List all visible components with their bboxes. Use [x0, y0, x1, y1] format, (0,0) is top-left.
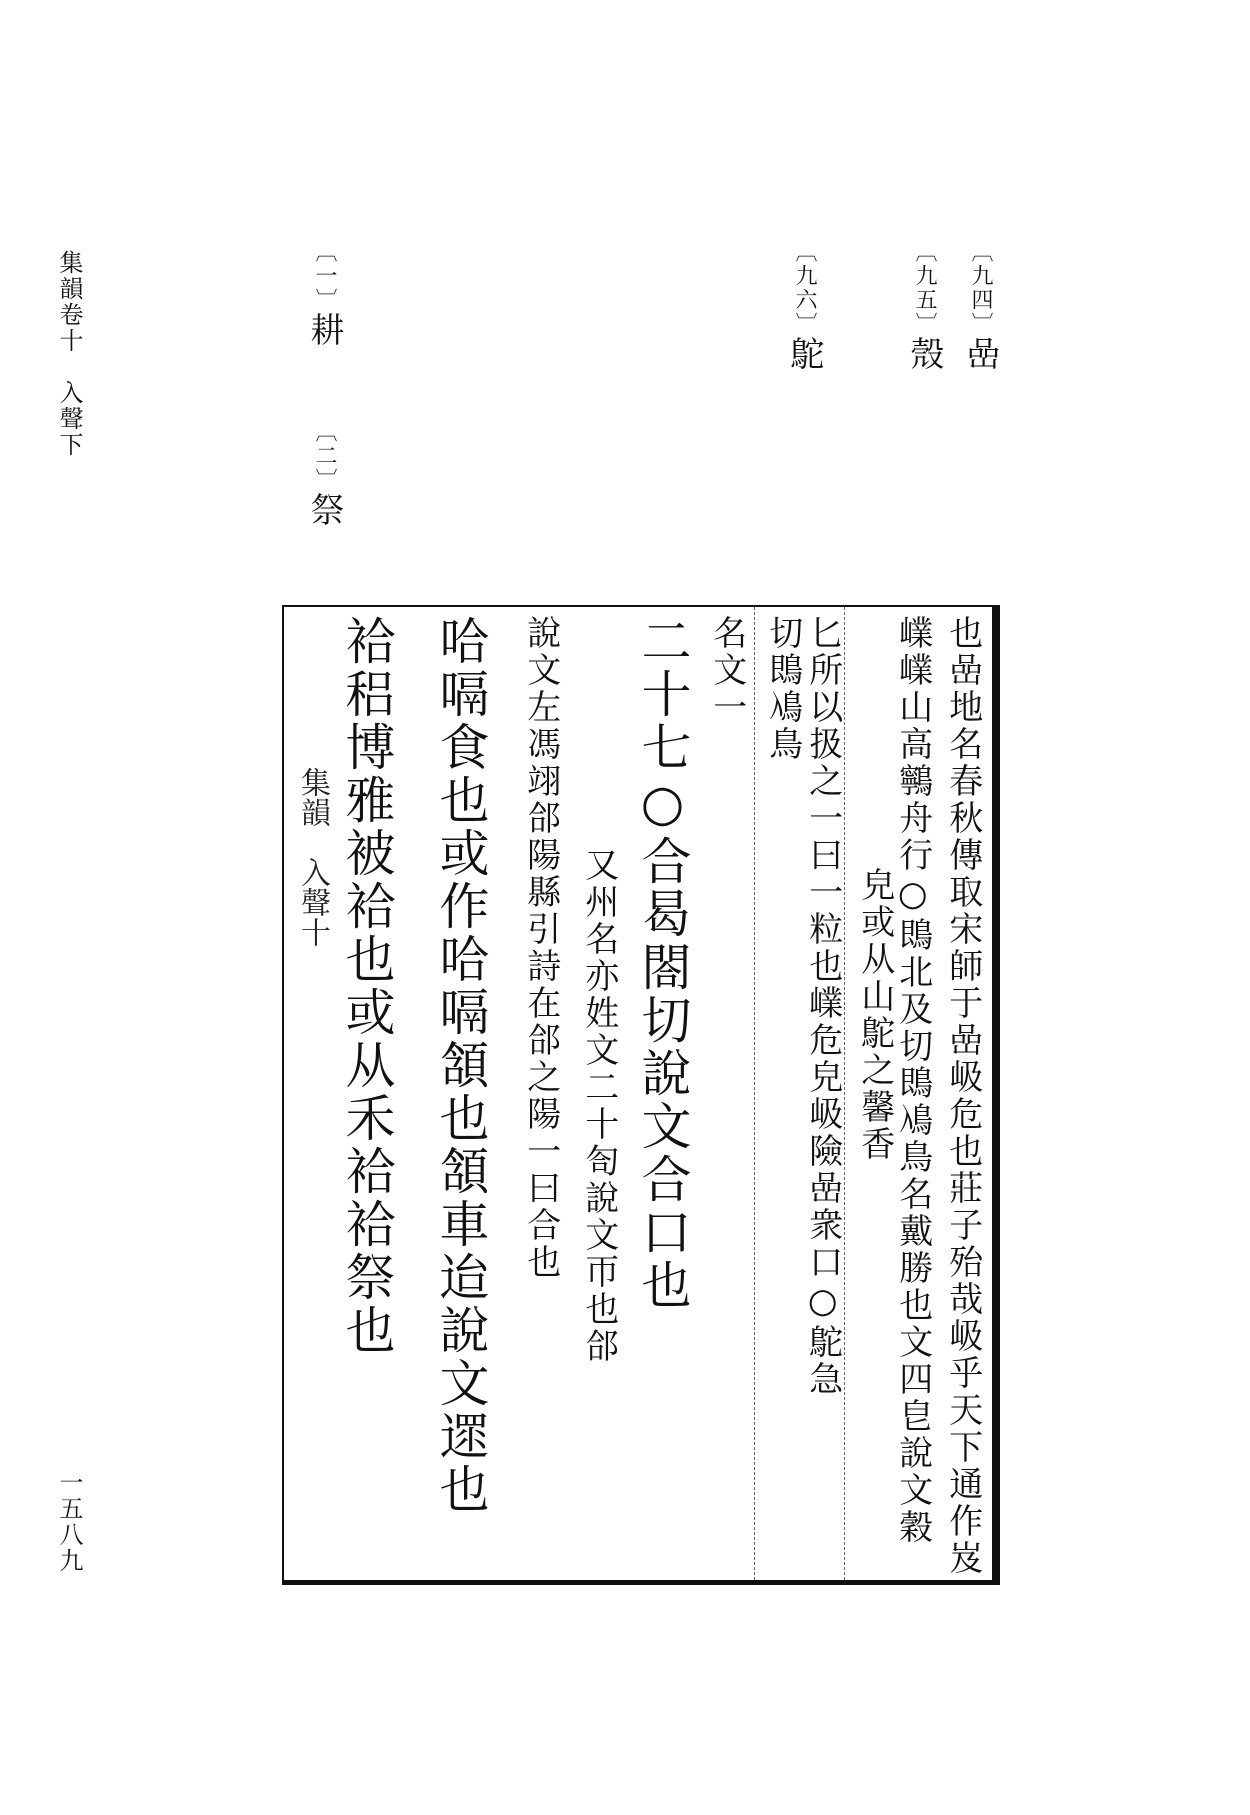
collation-note: 〔九五〕殼 [904, 240, 944, 372]
collation-note: 〔二〕祭 [304, 420, 344, 528]
text-column: 嶫嶫山高鸋舟行○鵖北及切鵖鳰鳥名戴勝也文四皀說文穀 [892, 615, 933, 1546]
text-column: 袷稆博雅被袷也或从禾袷袷祭也 [337, 615, 396, 1357]
collation-note: 〔九四〕嵒 [960, 240, 1000, 372]
text-column: 說文左馮翊郃陽縣引詩在郃之陽一曰合也 [520, 615, 561, 1281]
text-column: 二十七○合曷閤切說文合口也 [633, 615, 692, 1312]
page-number: 一五八九 [55, 1470, 83, 1574]
text-column: 哈嗝食也或作哈嗝頷也頷車迨說文遝也 [431, 615, 490, 1516]
collation-note: 〔一〕耕 [304, 240, 344, 348]
woodblock-text-frame [282, 605, 1000, 1585]
collation-note: 〔九六〕鴕 [784, 240, 824, 372]
text-column: 切鵖鳰鳥 [762, 615, 803, 763]
running-head: 集韻卷十 入聲下 [55, 250, 83, 458]
text-column: 名文一 [706, 615, 747, 726]
block-margin-label: 集韻 入聲十 [295, 767, 330, 947]
text-column: 也嵒地名春秋傳取宋師于嵒岋危也莊子殆哉岋乎天下通作岌 [942, 615, 983, 1577]
text-column: 匕所以扱之一曰一粒也嶫危皃岋險嵒衆口○鴕急 [802, 615, 843, 1398]
text-column: 皃或从山鴕之馨香 [854, 867, 895, 1163]
text-column: 又州名亦姓文二十匌說文帀也郃 [578, 847, 619, 1365]
